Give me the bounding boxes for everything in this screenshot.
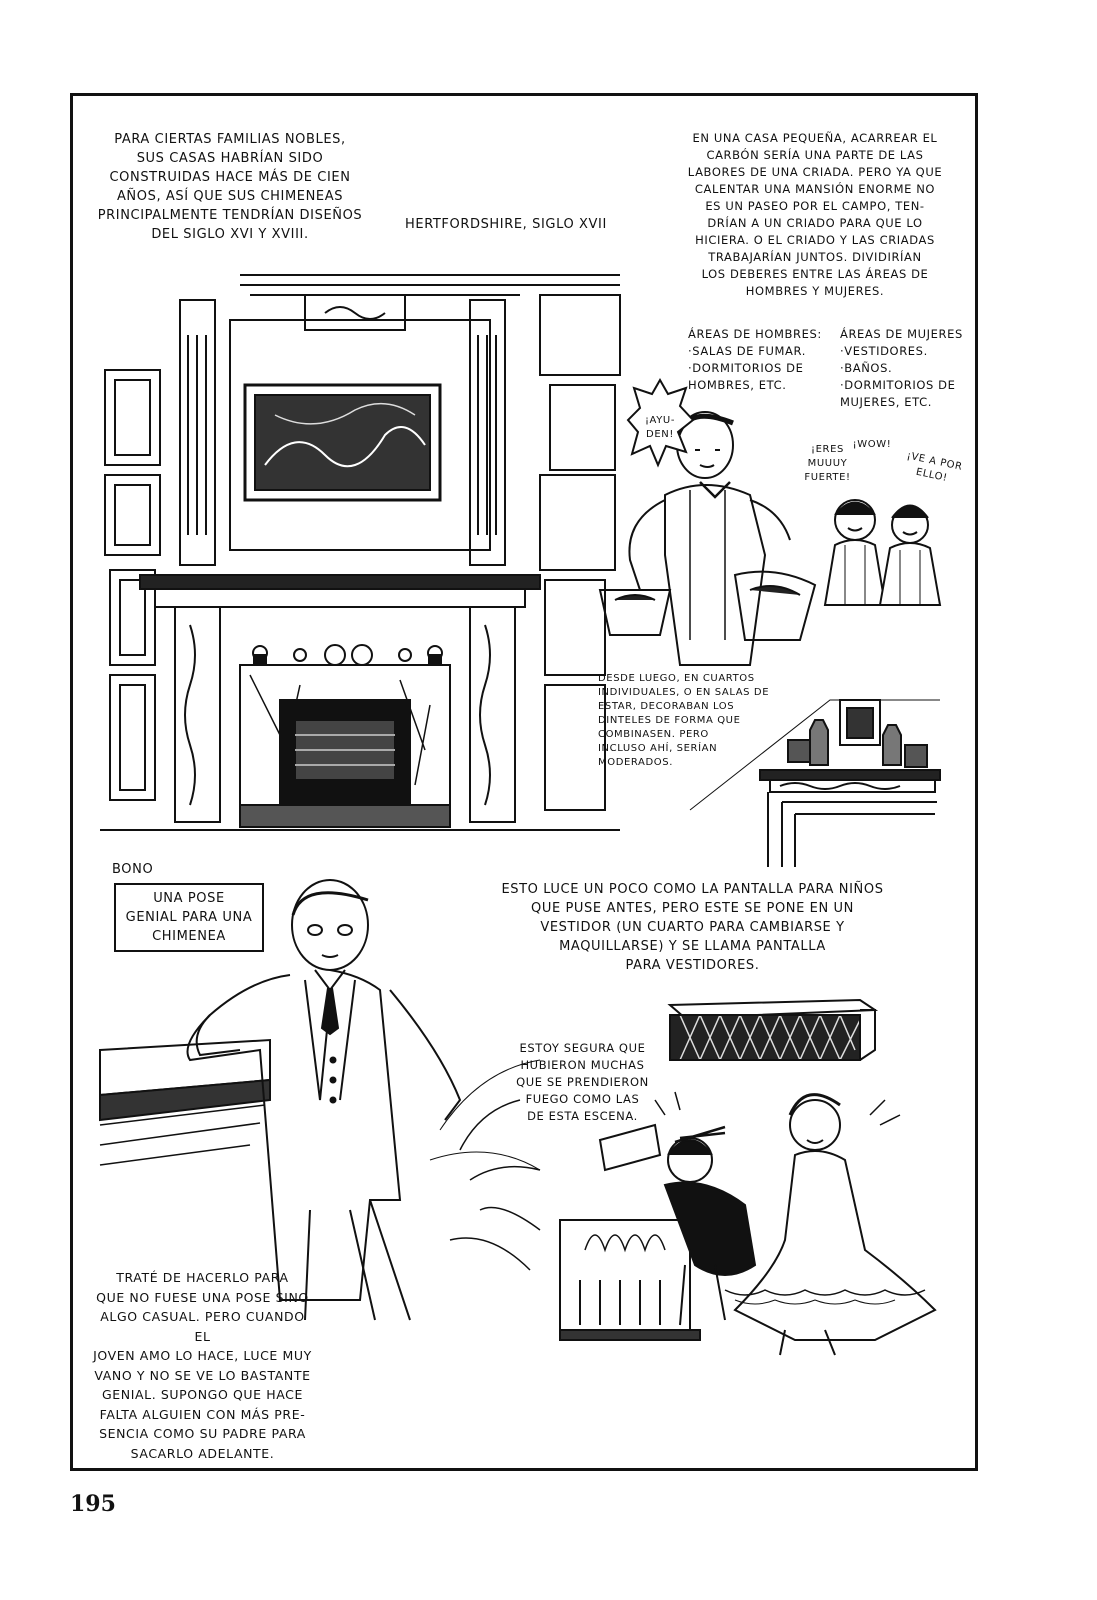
- caption-casual-pose: TRATÉ DE HACERLO PARA QUE NO FUESE UNA POSE SINO ALGO CASUAL. PERO CUANDO EL JOVEN AMO LO HACE, LUCE MUY VANO Y NO SE VE LO BASTANTE GENIAL. SUPONGO QUE HACE FALTA ALGUIEN CON MÁS PRE- SENCIA COMO SU PADRE PARA SACARLO ADELANTE.: [93, 1270, 312, 1461]
- strong-dialogue: ¡ERES MUUUY FUERTE!: [804, 444, 851, 483]
- young-master-leaning-illustration: [100, 880, 560, 1320]
- page-number: 195: [70, 1491, 116, 1517]
- fireplace-illustration: [100, 235, 625, 835]
- maids-cheering-illustration: [820, 490, 950, 610]
- wow-dialogue: ¡WOW!: [852, 439, 892, 450]
- caption-hertfordshire: HERTFORDSHIRE, SIGLO XVII: [405, 217, 607, 232]
- caption-mens-areas: ÁREAS DE HOMBRES: ·SALAS DE FUMAR. ·DORMITORIOS DE HOMBRES, ETC.: [688, 327, 822, 392]
- caption-individual-rooms: DESDE LUEGO, EN CUARTOS INDIVIDUALES, O EN SALAS DE ESTAR, DECORABAN LOS DINTELES DE FORMA QUE COMBINASEN. PERO INCLUSO AHÍ, SERÍAN MODERADOS.: [598, 673, 770, 768]
- caption-womens-areas: ÁREAS DE MUJERES ·VESTIDORES. ·BAÑOS. ·DORMITORIOS DE MUJERES, ETC.: [840, 327, 963, 409]
- dressing-screen-illustration: [660, 990, 880, 1070]
- caption-noble-families: PARA CIERTAS FAMILIAS NOBLES, SUS CASAS HABRÍAN SIDO CONSTRUIDAS HACE MÁS DE CIEN AÑOS, ASÍ QUE SUS CHIMENEAS PRINCIPALMENTE TENDRÍAN DISEÑOS DEL SIGLO XVI Y XVIII.: [97, 132, 363, 242]
- caption-dressing-screen: ESTO LUCE UN POCO COMO LA PANTALLA PARA NIÑOS QUE PUSE ANTES, PERO ESTE SE PONE EN UN VESTIDOR (UN CUARTO PARA CAMBIARSE Y MAQUILLARSE) Y SE LLAMA PANTALLA PARA VESTIDORES.: [501, 882, 884, 973]
- help-dialogue: ¡AYU- DEN!: [644, 415, 676, 440]
- servant-carrying-coal-illustration: [590, 400, 820, 650]
- pose-caption-box: UNA POSE GENIAL PARA UNA CHIMENEA: [114, 883, 264, 952]
- bono-label: BONO: [112, 862, 154, 877]
- caption-fire-note: ESTOY SEGURA QUE HUBIERON MUCHAS QUE SE PRENDIERON FUEGO COMO LAS DE ESTA ESCENA.: [516, 1041, 649, 1123]
- go-get-it-dialogue: ¡VE A POR ELLO!: [905, 450, 964, 485]
- mantel-detail-illustration: [690, 690, 945, 870]
- women-fleeing-fire-illustration: [555, 1080, 965, 1360]
- caption-small-house: EN UNA CASA PEQUEÑA, ACARREAR EL CARBÓN SERÍA UNA PARTE DE LAS LABORES DE UNA CRIADA. PERO YA QUE CALENTAR UNA MANSIÓN ENORME NO ES UN PASEO POR EL CAMPO, TEN- DRÍAN A UN CRIADO PARA QUE LO HICIERA. O EL CRIADO Y LAS CRIADAS TRABAJARÍAN JUNTOS. DIVIDIRÍAN LOS DEBERES ENTRE LAS ÁREAS DE HOMBRES Y MUJERES.: [687, 131, 943, 298]
